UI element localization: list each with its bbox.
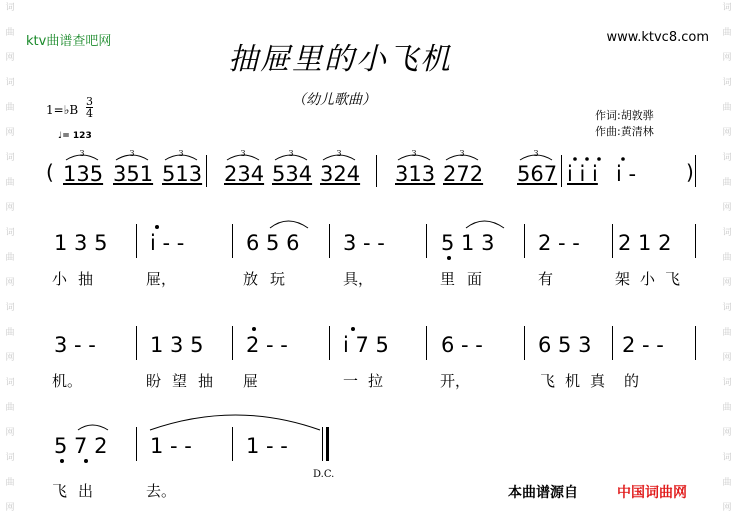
watermark-char: 曲	[722, 103, 732, 113]
intro-group: 513	[162, 162, 203, 186]
lyric: 真	[590, 372, 606, 390]
composer: 作曲:黄清林	[595, 125, 654, 138]
song-subtitle: （幼儿歌曲）	[292, 92, 376, 108]
watermark-char: 网	[5, 353, 15, 363]
high-octave-dot	[573, 157, 577, 161]
intro-group: 135	[63, 162, 104, 186]
lyric: 具，	[343, 270, 374, 288]
watermark-char: 词	[722, 303, 732, 313]
triplet-number: 3	[288, 149, 294, 158]
tempo-marking: ♩= 123	[58, 131, 92, 141]
triplet-number: 3	[79, 149, 85, 158]
high-octave-dot	[597, 157, 601, 161]
slur	[270, 221, 308, 228]
triplet-number: 3	[533, 149, 539, 158]
watermark-char: 网	[722, 203, 732, 213]
measure: 5 1 3	[441, 231, 495, 255]
intro-group: 272	[443, 162, 484, 186]
watermark-char: 网	[722, 128, 732, 138]
measure: 6 5 6	[246, 231, 300, 255]
measure: 2 - -	[246, 333, 288, 357]
lyricist: 作词:胡敦骅	[595, 109, 654, 122]
song-title: 抽屉里的小飞机	[228, 42, 452, 77]
watermark-char: 网	[722, 353, 732, 363]
watermark-char: 词	[5, 153, 15, 163]
watermark-char: 网	[5, 53, 15, 63]
measure: 1 3 5	[150, 333, 204, 357]
high-octave-dot	[621, 157, 625, 161]
lyric: 飞	[52, 482, 68, 500]
intro-group: 313	[395, 162, 436, 186]
source-label: 本曲谱源自	[508, 485, 578, 501]
measure: 1 3 5	[54, 231, 108, 255]
triplet-number: 3	[459, 149, 465, 158]
watermark-char: 词	[722, 78, 732, 88]
watermark-char: 网	[5, 428, 15, 438]
watermark-char: 词	[722, 153, 732, 163]
watermark-char: 词	[5, 3, 15, 13]
lyric: 望	[172, 372, 188, 390]
watermark-char: 词	[5, 453, 15, 463]
key-signature: 1=♭B	[46, 103, 79, 117]
measure: 1 - -	[246, 434, 288, 458]
watermark-char: 曲	[5, 478, 15, 488]
watermark-char: 网	[5, 503, 15, 513]
watermark-char: 网	[722, 503, 732, 513]
lyric: 飞	[540, 372, 556, 390]
watermark-char: 词	[5, 303, 15, 313]
lyric: 里	[440, 270, 456, 288]
intro-group: i i i	[567, 162, 598, 186]
lyric: 玩	[270, 270, 286, 288]
lyric: 拉	[368, 372, 384, 390]
watermark-char: 曲	[5, 178, 15, 188]
measure: 2 - -	[622, 333, 664, 357]
site-url-right[interactable]: www.ktvc8.com	[606, 30, 709, 45]
watermark-char: 网	[722, 428, 732, 438]
lyric: 抽	[198, 372, 214, 390]
watermark-char: 词	[722, 3, 732, 13]
watermark-char: 曲	[722, 328, 732, 338]
watermark-char: 词	[722, 378, 732, 388]
lyric: 盼	[146, 372, 162, 390]
lyric: 有	[538, 270, 554, 288]
intro-group: 324	[320, 162, 361, 186]
slur	[78, 425, 108, 430]
lyric: 出	[78, 482, 94, 500]
watermark-char: 网	[722, 278, 732, 288]
watermark-char: 曲	[722, 178, 732, 188]
triplet-number: 3	[336, 149, 342, 158]
lyric: 小	[52, 270, 68, 288]
meter-bottom: 4	[86, 107, 93, 120]
intro-open-paren: (	[46, 160, 54, 184]
measure: 5 7 2	[54, 434, 108, 458]
site-name-left[interactable]: ktv曲谱查吧网	[26, 34, 112, 49]
lyric: 机。	[52, 372, 83, 390]
lyric: 飞	[665, 270, 681, 288]
watermark-char: 词	[722, 453, 732, 463]
watermark-char: 曲	[5, 328, 15, 338]
intro-group: 567	[517, 162, 558, 186]
measure: 2 1 2	[618, 231, 672, 255]
intro-group: 234	[224, 162, 265, 186]
lyric: 架	[615, 270, 631, 288]
triplet-number: 3	[240, 149, 246, 158]
watermark-char: 曲	[5, 28, 15, 38]
lyric: 的	[624, 372, 640, 390]
lyric: 开，	[440, 372, 471, 390]
watermark-char: 曲	[5, 103, 15, 113]
watermark-char: 曲	[722, 403, 732, 413]
lyric: 面	[467, 270, 483, 288]
high-octave-dot	[585, 157, 589, 161]
triplet-number: 3	[411, 149, 417, 158]
measure: 2 - -	[538, 231, 580, 255]
watermark-char: 网	[722, 53, 732, 63]
watermark-char: 曲	[722, 478, 732, 488]
measure: 6 - -	[441, 333, 483, 357]
lyric: 去。	[146, 482, 177, 500]
lyric: 屉	[243, 372, 259, 390]
watermark-char: 词	[5, 378, 15, 388]
intro-group: 534	[272, 162, 313, 186]
measure: i 7 5	[343, 333, 389, 357]
watermark-char: 网	[5, 278, 15, 288]
watermark-char: 曲	[722, 253, 732, 263]
watermark-char: 曲	[5, 403, 15, 413]
watermark-char: 词	[722, 228, 732, 238]
dc-marking: D.C.	[313, 469, 335, 480]
measure: i - -	[150, 231, 185, 255]
triplet-number: 3	[178, 149, 184, 158]
measure: 3 - -	[54, 333, 96, 357]
watermark-char: 曲	[5, 253, 15, 263]
watermark-char: 词	[5, 228, 15, 238]
lyric: 抽	[78, 270, 94, 288]
watermark-char: 曲	[722, 28, 732, 38]
measure: 1 - -	[150, 434, 192, 458]
watermark-char: 词	[5, 78, 15, 88]
lyric: 小	[640, 270, 656, 288]
intro-group: 351	[113, 162, 154, 186]
lyric: 屉，	[146, 270, 177, 288]
lyric: 一	[343, 372, 359, 390]
watermark-char: 网	[5, 128, 15, 138]
triplet-number: 3	[129, 149, 135, 158]
lyric: 放	[243, 270, 259, 288]
brand-link[interactable]: 中国词曲网	[617, 485, 687, 501]
slur	[466, 221, 504, 228]
lyric: 机	[565, 372, 581, 390]
watermark-char: 网	[5, 203, 15, 213]
intro-close-paren: )	[686, 160, 694, 184]
tie	[150, 415, 320, 430]
measure: 3 - -	[343, 231, 385, 255]
intro-group: i -	[616, 162, 637, 186]
measure: 6 5 3	[538, 333, 592, 357]
meter-top: 3	[86, 95, 93, 108]
